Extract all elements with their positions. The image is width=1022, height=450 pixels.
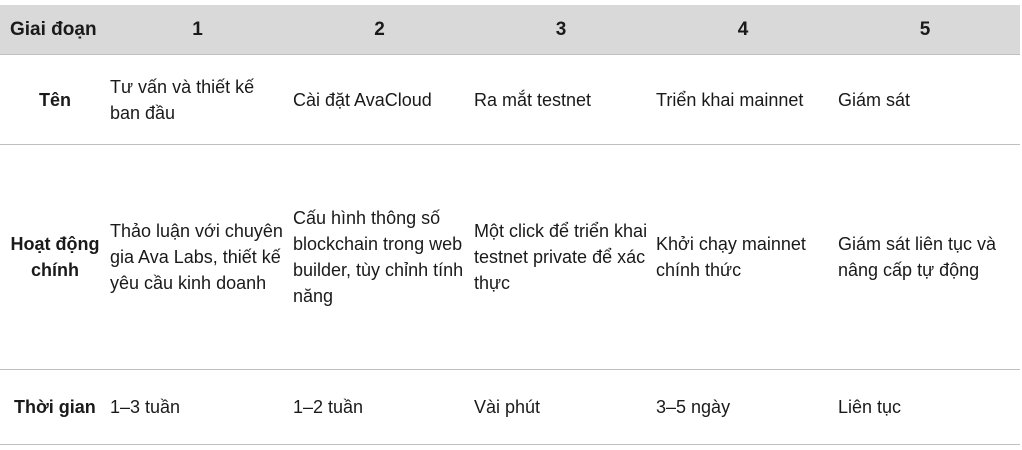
- header-stage-2: 2: [374, 18, 385, 40]
- cell-name-stage-2: Cài đặt AvaCloud: [293, 89, 432, 110]
- cell-activities-stage-4: Khởi chạy mainnet chính thức: [656, 234, 806, 280]
- cell-name-stage-3: Ra mắt testnet: [474, 89, 592, 110]
- cell-activities-stage-2: Cấu hình thông số blockchain trong web builder, tùy chỉnh tính năng: [293, 208, 464, 306]
- cell-duration-stage-1: 1–3 tuần: [110, 397, 181, 417]
- cell-activities-stage-5: Giám sát liên tục và nâng cấp tự động: [838, 234, 997, 280]
- table-header-row: [0, 5, 1020, 55]
- cell-name-stage-4: Triển khai mainnet: [656, 89, 804, 110]
- cell-duration-stage-5: Liên tục: [838, 397, 902, 417]
- cell-duration-stage-3: Vài phút: [474, 397, 541, 417]
- cell-duration-stage-2: 1–2 tuần: [293, 397, 364, 417]
- table-row-activities: [0, 145, 1020, 370]
- header-stage-3: 3: [555, 18, 567, 40]
- table-row-name: [0, 55, 1020, 145]
- cell-duration-stage-4: 3–5 ngày: [656, 397, 731, 417]
- header-stage-4: 4: [737, 18, 749, 40]
- row-label-name: Tên: [38, 89, 71, 110]
- cell-name-stage-1: Tư vấn và thiết kế ban đầu: [110, 76, 255, 123]
- header-stage-1: 1: [192, 18, 203, 40]
- row-label-activities: Hoạt động chính: [10, 234, 100, 280]
- cell-name-stage-5: Giám sát: [838, 89, 911, 110]
- stages-table: [0, 5, 1020, 445]
- cell-activities-stage-1: Thảo luận với chuyên gia Ava Labs, thiết kế yêu cầu kinh doanh: [110, 221, 283, 293]
- table-row-duration: [0, 370, 1020, 445]
- header-stage-5: 5: [919, 18, 931, 40]
- header-label-stage: Giai đoạn: [10, 18, 97, 40]
- row-label-duration: Thời gian: [14, 397, 96, 417]
- cell-activities-stage-3: Một click để triển khai testnet private để xác thực: [474, 221, 648, 293]
